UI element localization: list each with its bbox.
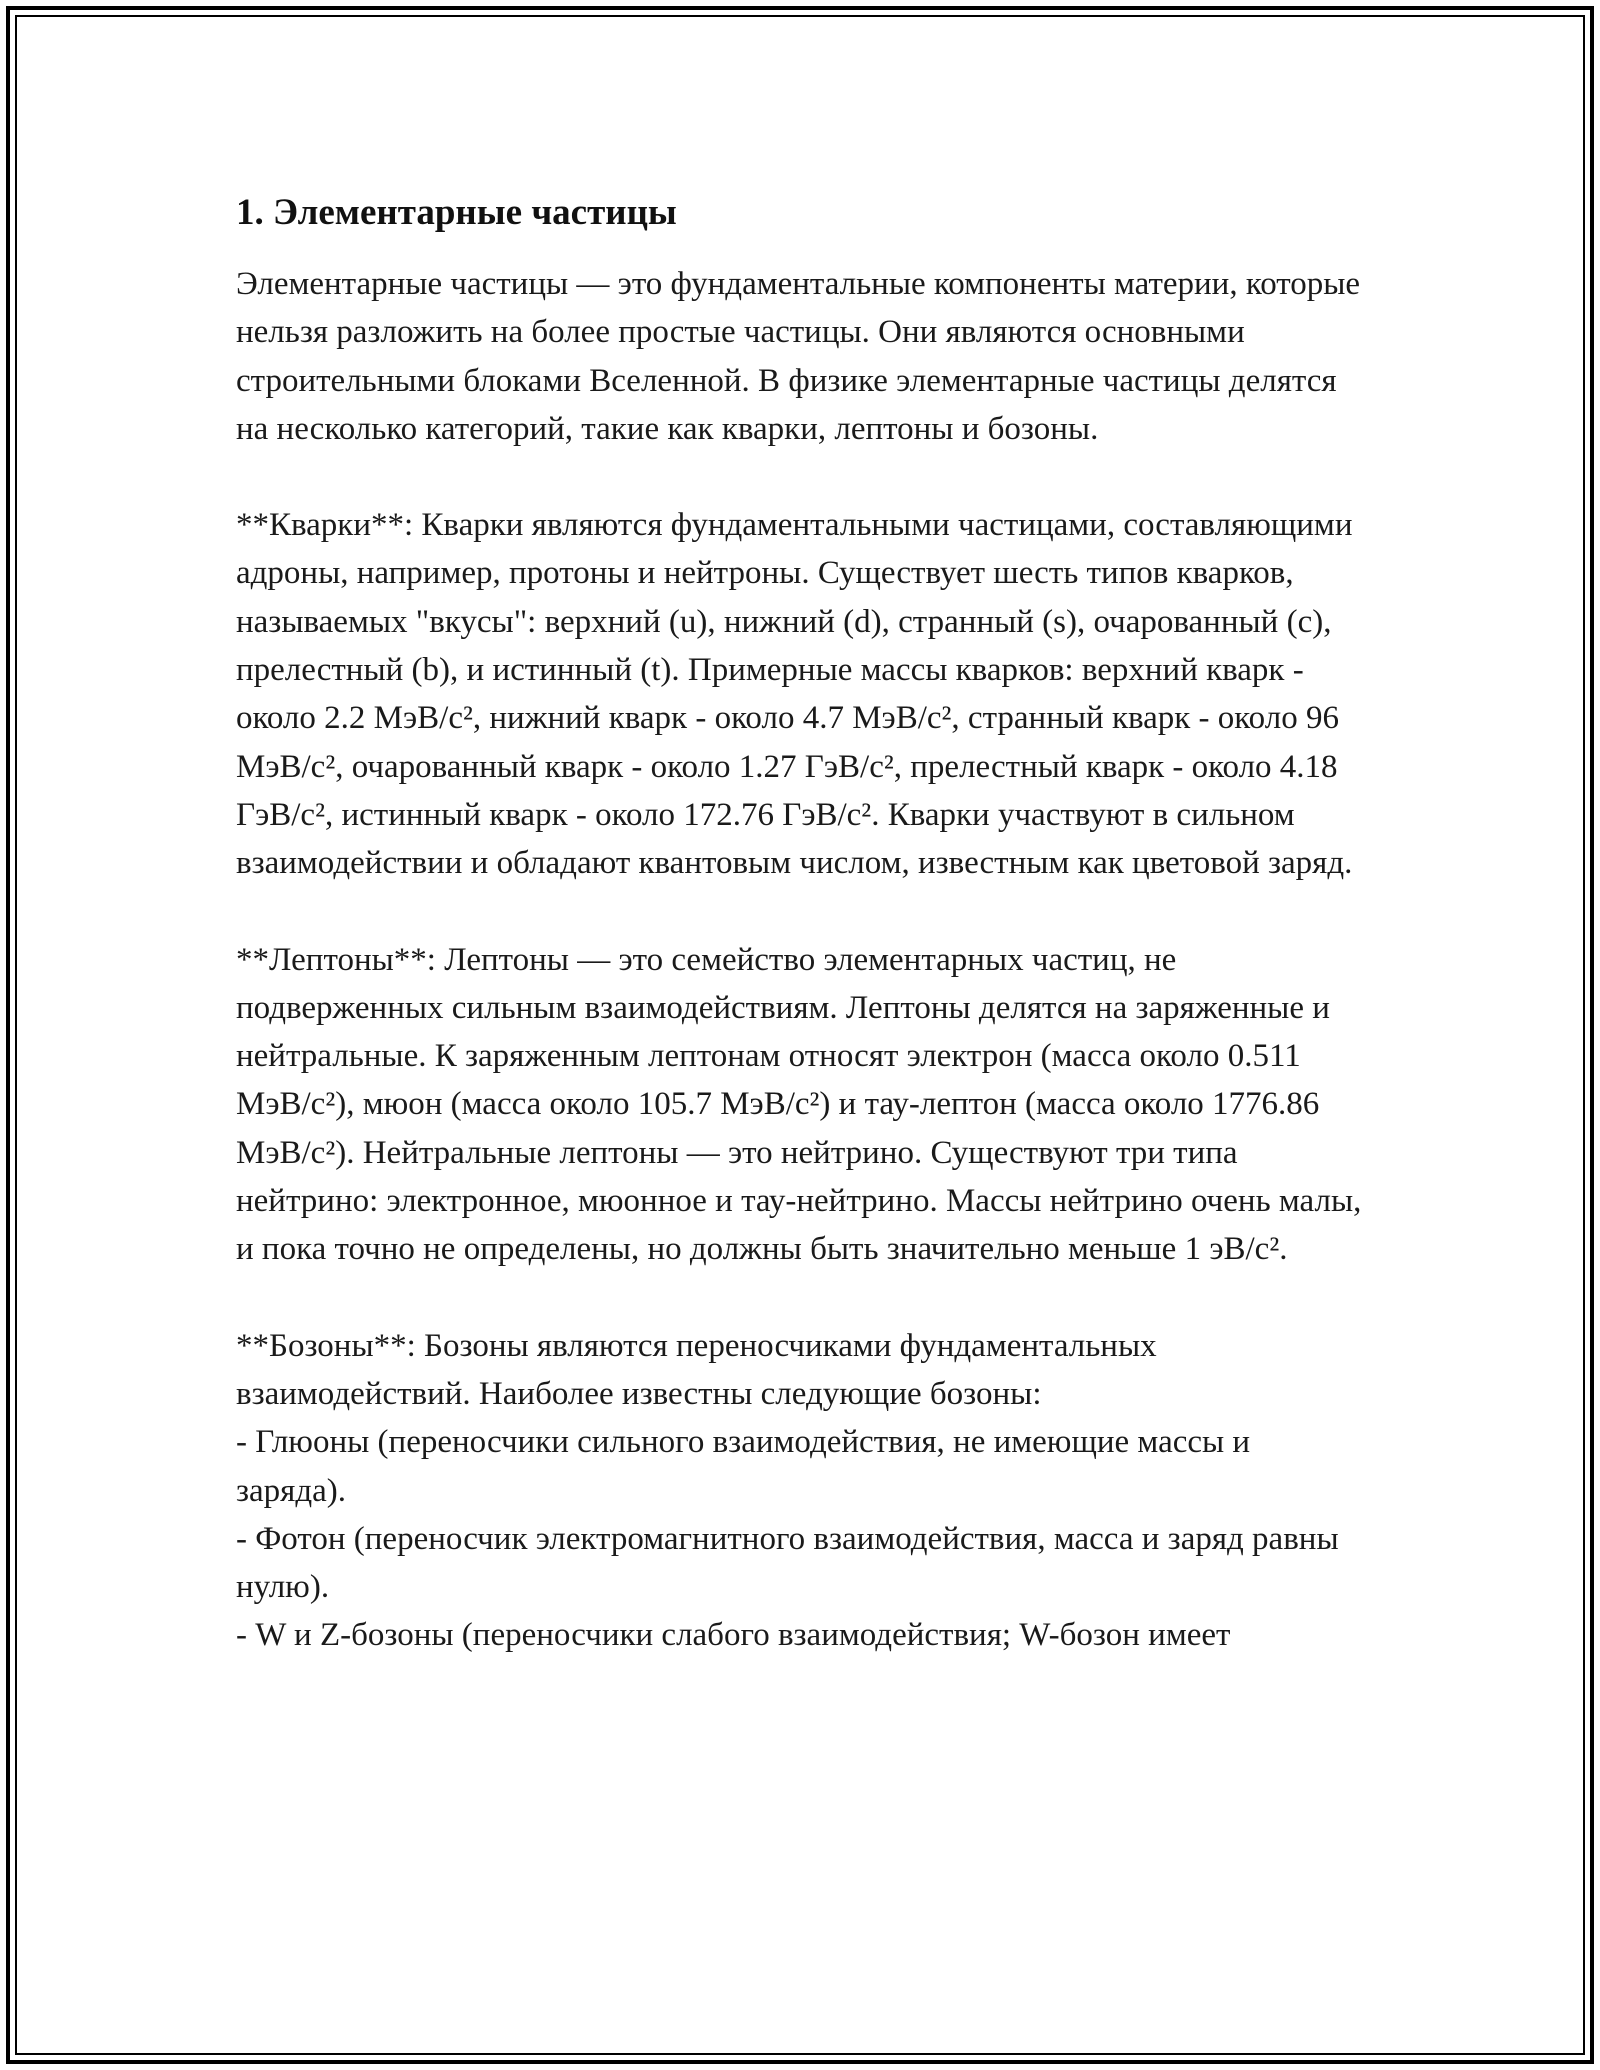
document-page xyxy=(236,188,1370,1660)
section-heading: 1. Элементарные частицы xyxy=(236,192,677,233)
paragraph-quarks: **Кварки**: Кварки являются фундаментальными частицами, составляющими адроны, например, протоны и нейтроны. Существует шесть типов кварков, называемых "вкусы": верхний (u), нижний (d), странный (s), очарованный (c), прелестный (b), и истинный (t). Примерные массы кварков: верхний кварк - около 2.2 МэВ/c², нижний кварк - около 4.7 МэВ/c², странный кварк - около 96 МэВ/c², очарованный кварк - около 1.27 ГэВ/c², прелестный кварк - около 4.18 ГэВ/c², истинный кварк - около 172.76 ГэВ/c². Кварки участвуют в сильном взаимодействии и обладают квантовым числом, известным как цветовой заряд. xyxy=(236,507,1361,882)
paragraph-intro: Элементарные частицы — это фундаментальные компоненты материи, которые нельзя разложить на более простые частицы. Они являются основными строительными блоками Вселенной. В физике элементарные частицы делятся на несколько категорий, такие как кварки, лептоны и бозоны. xyxy=(236,266,1369,447)
paragraph-leptons: **Лептоны**: Лептоны — это семейство элементарных частиц, не подверженных сильным взаимодействиям. Лептоны делятся на заряженные и нейтральные. К заряженным лептонам относят электрон (масса около 0.511 МэВ/c²), мюон (масса около 105.7 МэВ/c²) и тау-лептон (масса около 1776.86 МэВ/c²). Нейтральные лептоны — это нейтрино. Существуют три типа нейтрино: электронное, мюонное и тау-нейтрино. Массы нейтрино очень малы, и пока точно не определены, но должны быть значительно меньше 1 эВ/c². xyxy=(236,941,1370,1268)
paragraph-bosons: **Бозоны**: Бозоны являются переносчиками фундаментальных взаимодействий. Наиболее известны следующие бозоны: - Глюоны (переносчики сильного взаимодействия, не имеющие массы и заряда). - Фотон (переносчик электромагнитного взаимодействия, масса и заряд равны нулю). - W и Z-бозоны (переносчики слабого взаимодействия; W-бозон имеет xyxy=(236,1327,1339,1654)
